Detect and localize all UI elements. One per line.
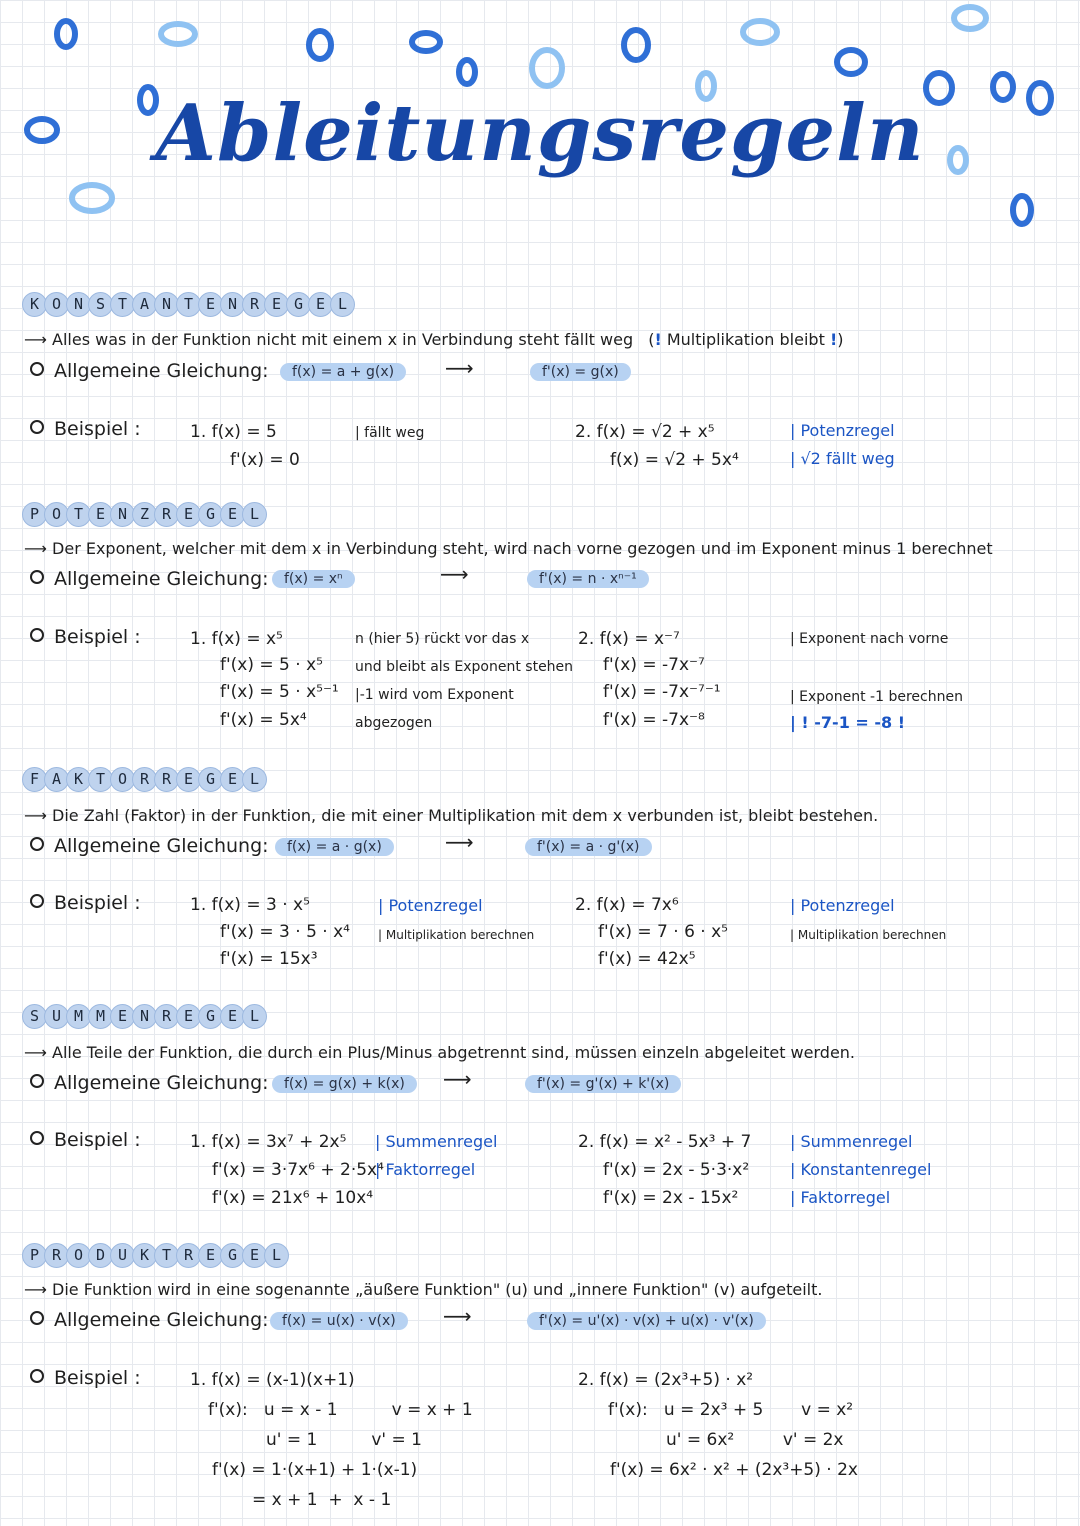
- arrow-icon: ⟶: [443, 1304, 472, 1328]
- example-note: | Konstantenregel: [790, 1160, 932, 1179]
- example-line: f(x) = √2 + 5x⁴: [610, 450, 739, 470]
- general-equation: f(x) = a + g(x): [280, 363, 406, 381]
- example-line: 2. f(x) = √2 + x⁵: [575, 422, 715, 442]
- general-equation: f(x) = a · g(x): [275, 838, 394, 856]
- bullet-icon: [30, 420, 44, 434]
- example-line: 1. f(x) = (x-1)(x+1): [190, 1370, 355, 1390]
- example-note: | ! -7-1 = -8 !: [790, 713, 906, 732]
- faktorregel-description: ⟶ Die Zahl (Faktor) in der Funktion, die mit einer Multiplikation mit dem x verbunden ist, bleibt bestehen.: [24, 806, 879, 825]
- potenzregel-description: ⟶ Der Exponent, welcher mit dem x in Verbindung steht, wird nach vorne gezogen und im Exponent minus 1 berechnet: [24, 539, 993, 558]
- example-line: f'(x) = 2x - 5·3·x²: [603, 1160, 750, 1180]
- allgemeine-gleichung-label: Allgemeine Gleichung:: [30, 835, 269, 857]
- heading-letter: T: [66, 502, 91, 527]
- decor-circle: [624, 30, 648, 60]
- decor-circle: [532, 50, 562, 86]
- heading-letter: G: [198, 767, 223, 792]
- heading-letter: P: [22, 1243, 47, 1268]
- bullet-icon: [30, 628, 44, 642]
- example-line: f'(x): u = x - 1 v = x + 1: [208, 1400, 473, 1420]
- general-equation: f(x) = u(x) · v(x): [270, 1312, 408, 1330]
- arrow-icon: ⟶: [445, 830, 474, 854]
- heading-letter: T: [88, 767, 113, 792]
- heading-letter: N: [154, 292, 179, 317]
- heading-letter: R: [154, 767, 179, 792]
- example-note: | Multiplikation berechnen: [378, 928, 535, 942]
- example-line: 1. f(x) = 5: [190, 422, 277, 442]
- heading-letter: L: [330, 292, 355, 317]
- heading-letter: E: [242, 1243, 267, 1268]
- heading-letter: U: [110, 1243, 135, 1268]
- bullet-icon: [30, 837, 44, 851]
- derivative-equation: f'(x) = g'(x) + k'(x): [525, 1075, 681, 1093]
- example-line: u' = 1 v' = 1: [266, 1430, 422, 1450]
- heading-letter: E: [198, 1243, 223, 1268]
- example-note: | Faktorregel: [375, 1160, 476, 1179]
- example-line: 2. f(x) = (2x³+5) · x²: [578, 1370, 754, 1390]
- heading-letter: R: [176, 1243, 201, 1268]
- section-heading-faktorregel: [22, 767, 264, 792]
- example-line: f'(x) = 5 · x⁵⁻¹: [220, 682, 339, 702]
- decor-circle: [743, 21, 777, 43]
- example-note: |-1 wird vom Exponent: [355, 687, 514, 703]
- heading-letter: K: [66, 767, 91, 792]
- example-line: f'(x) = -7x⁻⁷: [603, 655, 705, 675]
- example-note: abgezogen: [355, 715, 433, 731]
- heading-letter: O: [44, 502, 69, 527]
- heading-letter: M: [88, 1004, 113, 1029]
- example-line: 2. f(x) = x⁻⁷: [578, 629, 680, 649]
- produktregel-description: ⟶ Die Funktion wird in eine sogenannte „äußere Funktion" (u) und „innere Funktion" (v) aufgeteilt.: [24, 1280, 823, 1299]
- derivative-equation: f'(x) = g(x): [530, 363, 631, 381]
- general-equation: f(x) = g(x) + k(x): [272, 1075, 417, 1093]
- heading-letter: D: [88, 1243, 113, 1268]
- example-line: f'(x) = 15x³: [220, 949, 318, 969]
- section-heading-potenzregel: [22, 502, 264, 527]
- example-note: | Potenzregel: [790, 421, 895, 440]
- heading-letter: R: [154, 502, 179, 527]
- heading-letter: E: [308, 292, 333, 317]
- heading-letter: M: [66, 1004, 91, 1029]
- example-line: f'(x) = -7x⁻⁷⁻¹: [603, 682, 721, 702]
- example-line: f'(x) = 0: [230, 450, 300, 470]
- heading-letter: N: [220, 292, 245, 317]
- warning-icon: !: [654, 330, 662, 349]
- heading-letter: E: [220, 1004, 245, 1029]
- bullet-icon: [30, 1311, 44, 1325]
- example-line: f'(x) = 3 · 5 · x⁴: [220, 922, 350, 942]
- decor-circle: [1013, 196, 1031, 224]
- heading-letter: R: [44, 1243, 69, 1268]
- example-line: 1. f(x) = 3 · x⁵: [190, 895, 310, 915]
- decor-circle: [161, 24, 195, 44]
- example-line: u' = 6x² v' = 2x: [666, 1430, 844, 1450]
- example-note: | Potenzregel: [790, 896, 895, 915]
- example-line: f'(x) = 2x - 15x²: [603, 1188, 739, 1208]
- heading-letter: A: [44, 767, 69, 792]
- heading-letter: S: [22, 1004, 47, 1029]
- heading-letter: Z: [132, 502, 157, 527]
- heading-letter: E: [110, 1004, 135, 1029]
- heading-letter: E: [88, 502, 113, 527]
- page-title: Ableitungsregeln: [155, 88, 925, 179]
- heading-letter: T: [110, 292, 135, 317]
- beispiel-label: Beispiel :: [30, 1129, 141, 1151]
- arrow-icon: ⟶: [440, 562, 469, 586]
- example-line: f'(x): u = 2x³ + 5 v = x²: [608, 1400, 854, 1420]
- decor-circle: [412, 33, 440, 51]
- heading-letter: L: [242, 502, 267, 527]
- heading-letter: E: [176, 767, 201, 792]
- heading-letter: S: [88, 292, 113, 317]
- heading-letter: E: [176, 502, 201, 527]
- konstantenregel-note: (! Multiplikation bleibt !): [648, 330, 844, 349]
- example-line: f'(x) = 6x² · x² + (2x³+5) · 2x: [610, 1460, 858, 1480]
- heading-letter: A: [132, 292, 157, 317]
- example-line: = x + 1 + x - 1: [252, 1490, 392, 1510]
- warning-icon: !: [829, 330, 838, 349]
- heading-letter: G: [286, 292, 311, 317]
- heading-letter: T: [154, 1243, 179, 1268]
- section-heading-summenregel: [22, 1004, 264, 1029]
- heading-letter: E: [176, 1004, 201, 1029]
- heading-letter: E: [198, 292, 223, 317]
- heading-letter: E: [220, 767, 245, 792]
- derivative-equation: f'(x) = n · xⁿ⁻¹: [527, 570, 649, 588]
- heading-letter: O: [66, 1243, 91, 1268]
- konstantenregel-description: ⟶ Alles was in der Funktion nicht mit einem x in Verbindung steht fällt weg (! Multiplikation bleibt !): [24, 330, 844, 349]
- bullet-icon: [30, 894, 44, 908]
- example-line: 1. f(x) = 3x⁷ + 2x⁵: [190, 1132, 347, 1152]
- heading-letter: L: [242, 1004, 267, 1029]
- allgemeine-gleichung-label: Allgemeine Gleichung:: [30, 568, 269, 590]
- beispiel-label: Beispiel :: [30, 892, 141, 914]
- heading-letter: O: [44, 292, 69, 317]
- bullet-icon: [30, 1074, 44, 1088]
- example-note: | Summenregel: [790, 1132, 913, 1151]
- heading-letter: E: [264, 292, 289, 317]
- beispiel-label: Beispiel :: [30, 626, 141, 648]
- heading-letter: R: [132, 767, 157, 792]
- example-line: f'(x) = 21x⁶ + 10x⁴: [212, 1188, 374, 1208]
- example-line: f'(x) = 5 · x⁵: [220, 655, 323, 675]
- example-note: | Summenregel: [375, 1132, 498, 1151]
- heading-letter: N: [66, 292, 91, 317]
- heading-letter: G: [198, 1004, 223, 1029]
- bullet-icon: [30, 570, 44, 584]
- bullet-icon: [30, 362, 44, 376]
- example-note: und bleibt als Exponent stehen: [355, 659, 574, 675]
- decor-circle: [459, 60, 475, 84]
- section-heading-konstantenregel: [22, 292, 352, 317]
- example-note: n (hier 5) rückt vor das x: [355, 631, 530, 647]
- beispiel-label: Beispiel :: [30, 418, 141, 440]
- example-line: f'(x) = 5x⁴: [220, 710, 307, 730]
- example-note: | Potenzregel: [378, 896, 483, 915]
- general-equation: f(x) = xⁿ: [272, 570, 355, 588]
- heading-letter: G: [198, 502, 223, 527]
- decor-circle: [837, 50, 865, 74]
- example-note: | Faktorregel: [790, 1188, 891, 1207]
- heading-letter: N: [110, 502, 135, 527]
- example-line: 2. f(x) = x² - 5x³ + 7: [578, 1132, 752, 1152]
- allgemeine-gleichung-label: Allgemeine Gleichung:: [30, 1309, 269, 1331]
- heading-letter: O: [110, 767, 135, 792]
- section-heading-produktregel: [22, 1243, 286, 1268]
- derivative-equation: f'(x) = a · g'(x): [525, 838, 652, 856]
- allgemeine-gleichung-label: Allgemeine Gleichung:: [30, 360, 269, 382]
- heading-letter: K: [132, 1243, 157, 1268]
- bullet-icon: [30, 1131, 44, 1145]
- example-line: f'(x) = 7 · 6 · x⁵: [598, 922, 728, 942]
- example-note: | Exponent -1 berechnen: [790, 689, 963, 705]
- example-line: 1. f(x) = x⁵: [190, 629, 283, 649]
- example-note: | Exponent nach vorne: [790, 631, 949, 647]
- arrow-icon: ⟶: [445, 356, 474, 380]
- example-note: | Multiplikation berechnen: [790, 928, 947, 942]
- heading-letter: T: [176, 292, 201, 317]
- allgemeine-gleichung-label: Allgemeine Gleichung:: [30, 1072, 269, 1094]
- summenregel-description: ⟶ Alle Teile der Funktion, die durch ein Plus/Minus abgetrennt sind, müssen einzeln abgeleitet werden.: [24, 1043, 856, 1062]
- heading-letter: R: [242, 292, 267, 317]
- heading-letter: L: [242, 767, 267, 792]
- example-line: f'(x) = -7x⁻⁸: [603, 710, 705, 730]
- example-line: f'(x) = 1·(x+1) + 1·(x-1): [212, 1460, 418, 1480]
- heading-letter: U: [44, 1004, 69, 1029]
- decor-circle: [309, 31, 331, 59]
- heading-letter: R: [154, 1004, 179, 1029]
- bullet-icon: [30, 1369, 44, 1383]
- derivative-equation: f'(x) = u'(x) · v(x) + u(x) · v'(x): [527, 1312, 766, 1330]
- heading-letter: K: [22, 292, 47, 317]
- heading-letter: E: [220, 502, 245, 527]
- example-line: 2. f(x) = 7x⁶: [575, 895, 679, 915]
- heading-letter: P: [22, 502, 47, 527]
- example-note: | √2 fällt weg: [790, 449, 895, 468]
- heading-letter: L: [264, 1243, 289, 1268]
- example-note: | fällt weg: [355, 425, 425, 441]
- example-line: f'(x) = 3·7x⁶ + 2·5x⁴: [212, 1160, 384, 1180]
- heading-letter: N: [132, 1004, 157, 1029]
- decor-circle: [954, 7, 986, 29]
- arrow-icon: ⟶: [443, 1067, 472, 1091]
- heading-letter: G: [220, 1243, 245, 1268]
- decor-circle: [57, 21, 75, 47]
- heading-letter: F: [22, 767, 47, 792]
- beispiel-label: Beispiel :: [30, 1367, 141, 1389]
- example-line: f'(x) = 42x⁵: [598, 949, 696, 969]
- decor-circle: [72, 185, 112, 211]
